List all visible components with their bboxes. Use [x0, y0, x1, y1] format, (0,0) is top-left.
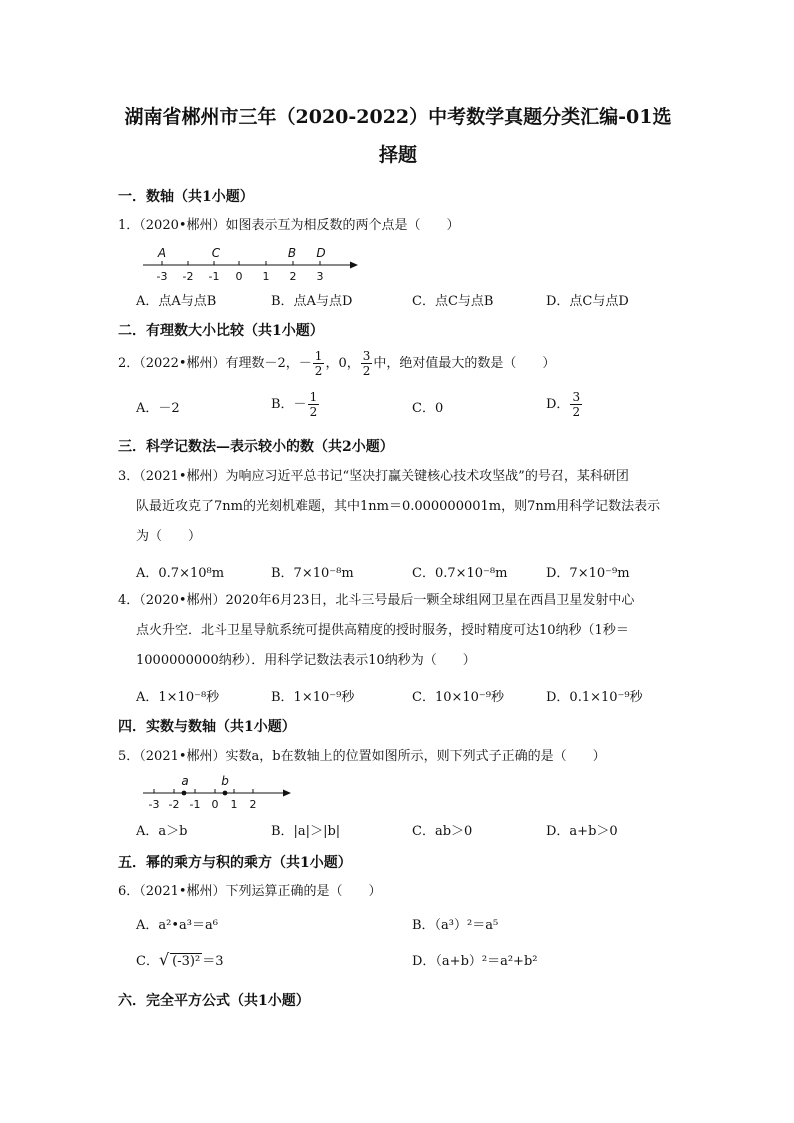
q6-option-a[interactable]: A．a²•a³＝a⁶	[136, 918, 218, 933]
q6-option-c[interactable]: C．√ (-3)² ＝3	[136, 950, 224, 969]
q3-option-b[interactable]: B．7×10⁻⁸m	[271, 566, 354, 581]
tick-label: -3	[156, 270, 168, 283]
page-title: 湖南省郴州市三年（2020-2022）中考数学真题分类汇编-01选择题	[124, 106, 672, 166]
point-label-A: A	[157, 246, 167, 260]
point-label-b: b	[221, 774, 229, 788]
question-4-line-1: 4．（2020•郴州）2020年6月23日，北斗三号最后一颗全球组网卫星在西昌卫星发射中心	[118, 593, 635, 608]
q1-option-b[interactable]: B．点A与点D	[271, 294, 353, 309]
section-heading-2: 二．有理数大小比较（共1小题）	[118, 323, 324, 339]
q3-option-a[interactable]: A．0.7×10⁸m	[136, 566, 225, 581]
question-3-line-3: 为（ ）	[136, 529, 202, 544]
sqrt-icon: √	[158, 950, 170, 969]
q2-option-b[interactable]: B．－ $\frac{1}{2}$	[271, 390, 318, 419]
fraction-one-half: $\frac{1}{2}$	[314, 349, 323, 378]
section-heading-6: 六．完全平方公式（共1小题）	[118, 993, 310, 1009]
q4-option-a[interactable]: A．1×10⁻⁸秒	[136, 690, 220, 705]
number-line-q1	[140, 242, 362, 286]
q5-option-d[interactable]: D．a+b＞0	[546, 824, 618, 839]
section-heading-3: 三．科学记数法—表示较小的数（共2小题）	[118, 439, 394, 455]
question-4-line-2: 点火升空．北斗卫星导航系统可提供高精度的授时服务，授时精度可达10纳秒（1秒＝	[136, 623, 629, 638]
q1-option-a[interactable]: A．点A与点B	[136, 294, 217, 309]
axis-arrow-icon	[283, 790, 291, 797]
q2-option-c[interactable]: C．0	[412, 401, 444, 416]
question-2-stem: 2．（2022•郴州）有理数－2，－ $\frac{1}{2}$ ，0， $\frac{3}{2}$ 中，绝对值最大的数是（ ）	[118, 349, 556, 378]
tick-label: -2	[168, 798, 180, 811]
tick-label: 0	[235, 270, 243, 283]
question-1-stem: 1．（2020•郴州）如图表示互为相反数的两个点是（ ）	[118, 218, 460, 233]
question-6-stem: 6．（2021•郴州）下列运算正确的是（ ）	[118, 884, 382, 899]
point-label-D: D	[316, 246, 326, 260]
point-label-C: C	[211, 246, 221, 260]
q1-option-c[interactable]: C．点C与点B	[412, 294, 494, 309]
q4-option-d[interactable]: D．0.1×10⁻⁹秒	[546, 690, 643, 705]
tick-label: 0	[211, 798, 219, 811]
q4-option-c[interactable]: C．10×10⁻⁹秒	[412, 690, 504, 705]
point-b-dot	[223, 791, 228, 796]
q2-option-d[interactable]: D． $\frac{3}{2}$	[546, 390, 581, 419]
tick-label: 2	[249, 798, 257, 811]
tick-label: -1	[189, 798, 201, 811]
question-5-stem: 5．（2021•郴州）实数a，b在数轴上的位置如图所示，则下列式子正确的是（ ）	[118, 749, 606, 764]
question-3-line-2: 队最近攻克了7nm的光刻机难题，其中1nm＝0.000000001m，则7nm用科学记数法表示	[136, 499, 661, 514]
fraction-three-halves: $\frac{3}{2}$	[362, 349, 371, 378]
tick-label: -1	[208, 270, 220, 283]
section-heading-5: 五．幂的乘方与积的乘方（共1小题）	[118, 855, 352, 871]
tick-label: 3	[316, 270, 324, 283]
section-heading-1: 一．数轴（共1小题）	[118, 189, 254, 205]
q4-option-b[interactable]: B．1×10⁻⁹秒	[271, 690, 355, 705]
tick-label: -2	[182, 270, 194, 283]
tick-label: 1	[230, 798, 238, 811]
q1-option-d[interactable]: D．点C与点D	[546, 294, 629, 309]
tick-label: 2	[289, 270, 297, 283]
point-label-B: B	[287, 246, 297, 260]
q6-option-d[interactable]: D．（a+b）²＝a²+b²	[412, 954, 538, 969]
tick-label: 1	[262, 270, 270, 283]
tick-label: -3	[148, 798, 160, 811]
q2-option-a[interactable]: A．－2	[136, 401, 180, 416]
q5-option-b[interactable]: B．|a|＞|b|	[271, 824, 341, 839]
q5-option-c[interactable]: C．ab＞0	[412, 824, 473, 839]
q6-option-b[interactable]: B．（a³）²＝a⁵	[412, 918, 499, 933]
question-4-line-3: 1000000000纳秒）．用科学记数法表示10纳秒为（ ）	[136, 653, 476, 668]
question-3-line-1: 3．（2021•郴州）为响应习近平总书记“坚决打赢关键核心技术攻坚战”的号召，某科研团	[118, 469, 629, 484]
number-line-q5	[140, 772, 300, 816]
point-label-a: a	[181, 774, 189, 788]
point-a-dot	[182, 791, 187, 796]
axis-arrow-icon	[350, 262, 358, 269]
q3-option-c[interactable]: C．0.7×10⁻⁸m	[412, 566, 508, 581]
q3-option-d[interactable]: D．7×10⁻⁹m	[546, 566, 630, 581]
q5-option-a[interactable]: A．a＞b	[136, 824, 188, 839]
section-heading-4: 四．实数与数轴（共1小题）	[118, 719, 296, 735]
